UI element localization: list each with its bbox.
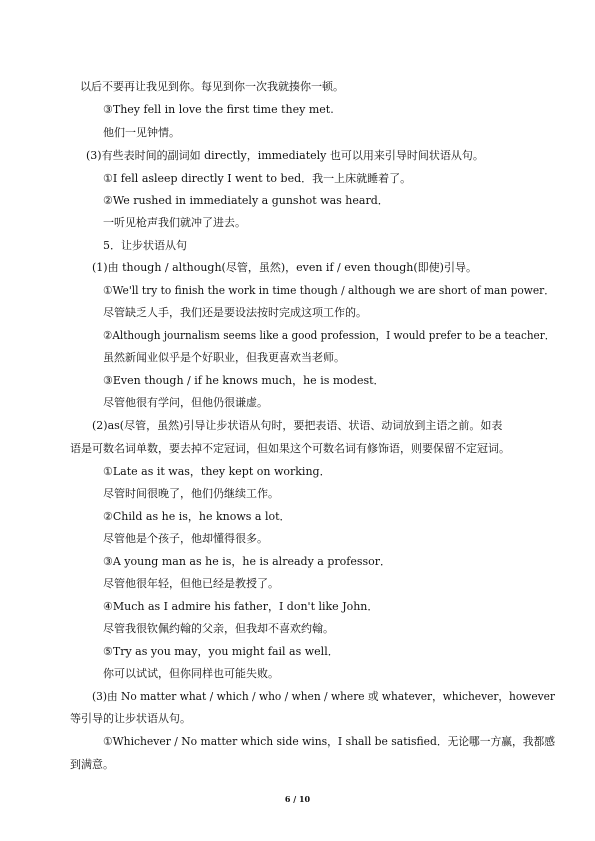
text-line: (3)由 No matter what / which / who / when / where 或 whatever，whichever，however <box>92 690 556 703</box>
text-line: ②Although journalism seems like a good profession，I would prefer to be a teacher． <box>103 329 556 342</box>
text-line: (1)由 though / although(尽管，虽然)，even if / even though(即使)引导。 <box>92 261 477 274</box>
text-line: 尽管缺乏人手，我们还是要设法按时完成这项工作的。 <box>103 306 367 319</box>
section-heading: 5．让步状语从句 <box>103 239 187 252</box>
page-number: 6 / 10 <box>284 794 311 804</box>
text-line: ③Even though / if he knows much，he is modest． <box>103 374 385 387</box>
text-line: ①Whichever / No matter which side wins，I shall be satisfied．无论哪一方赢，我都感 <box>103 735 555 748</box>
text-line: 你可以试试，但你同样也可能失败。 <box>103 667 279 680</box>
text-line: ①Late as it was，they kept on working． <box>103 465 331 478</box>
text-line: 尽管他很有学问，但他仍很谦虚。 <box>103 396 268 409</box>
text-line: 尽管我很钦佩约翰的父亲，但我却不喜欢约翰。 <box>103 622 334 635</box>
text-line: 尽管时间很晚了，他们仍继续工作。 <box>103 487 279 500</box>
text-line: ②Child as he is，he knows a lot． <box>103 510 291 523</box>
text-line: 他们一见钟情。 <box>103 126 180 139</box>
text-line: (2)as(尽管，虽然)引导让步状语从句时，要把表语、状语、动词放到主语之前。如表 <box>92 419 503 432</box>
text-line: 虽然新闻业似乎是个好职业，但我更喜欢当老师。 <box>103 351 345 364</box>
text-line: 以后不要再让我见到你。每见到你一次我就揍你一顿。 <box>80 80 344 93</box>
text-line: ②We rushed in immediately a gunshot was heard． <box>103 194 389 207</box>
text-line: 等引导的让步状语从句。 <box>70 712 191 725</box>
text-line: ⑤Try as you may，you might fail as well． <box>103 645 339 658</box>
text-line: 尽管他是个孩子，他却懂得很多。 <box>103 532 268 545</box>
text-line: 一听见枪声我们就冲了进去。 <box>103 216 246 229</box>
text-line: ③A young man as he is，he is already a professor． <box>103 555 392 568</box>
text-line: 语是可数名词单数，要去掉不定冠词，但如果这个可数名词有修饰语，则要保留不定冠词。 <box>70 442 510 455</box>
text-line: ①We'll try to finish the work in time though / although we are short of man power． <box>103 284 555 297</box>
text-line: 到满意。 <box>70 758 114 771</box>
text-line: ①I fell asleep directly I went to bed．我一上床就睡着了。 <box>103 172 412 185</box>
text-line: 尽管他很年轻，但他已经是教授了。 <box>103 577 279 590</box>
text-line: ④Much as I admire his father，I don't like John． <box>103 600 379 613</box>
text-line: (3)有些表时间的副词如 directly，immediately 也可以用来引导时间状语从句。 <box>86 149 484 162</box>
text-line: ③They fell in love the first time they met. <box>103 103 334 116</box>
